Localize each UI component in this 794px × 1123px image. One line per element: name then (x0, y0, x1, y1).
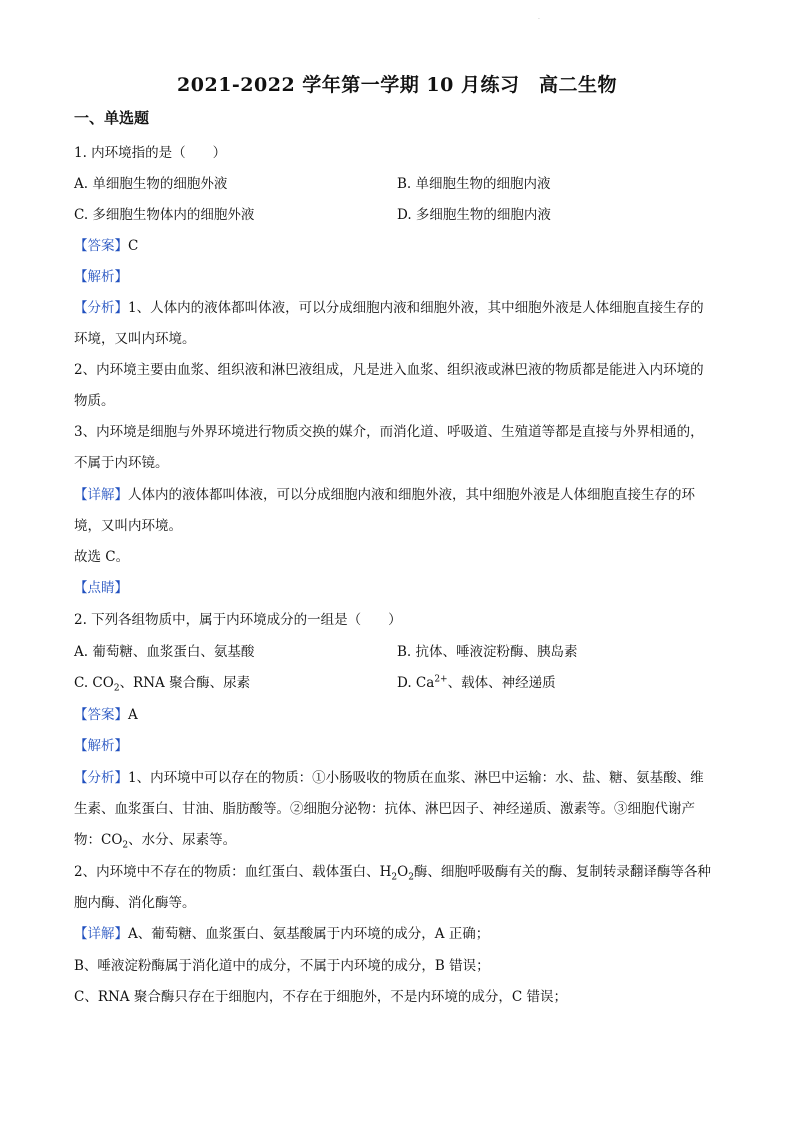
q2-xiangjie-a: A、葡萄糖、血浆蛋白、氨基酸属于内环境的成分，A 正确； (128, 926, 490, 942)
q1-fenxi-3b: 不属于内环镜。 (74, 455, 169, 471)
q2-option-b: B. 抗体、唾液淀粉酶、胰岛素 (397, 644, 578, 660)
q1-xiangjie-b: 境，又叫内环境。 (74, 518, 182, 534)
q1-fenxi-1a: 1、人体内的液体都叫体液，可以分成细胞内液和细胞外液，其中细胞外液是人体细胞直接生存的 (128, 300, 704, 316)
q1-fenxi-2b: 物质。 (74, 393, 115, 409)
q1-answer-line (74, 234, 138, 254)
q2-answer-value: A (128, 707, 138, 723)
answer-tag: 【答案】 (74, 707, 128, 723)
section-heading: 一、单选题 (74, 109, 150, 127)
q1-dianjing-line (74, 576, 128, 596)
q1-option-b: B. 单细胞生物的细胞内液 (397, 176, 551, 192)
q2-option-d: D. $Ca^{2+}$、载体、神经递质 (397, 674, 556, 691)
q2-option-c: C. $CO_2$、RNA 聚合酶、尿素 (74, 675, 251, 694)
q1-answer-value: C (128, 238, 139, 254)
q2-fenxi-1a: 1、内环境中可以存在的物质：①小肠吸收的物质在血浆、淋巴中运输：水、盐、糖、氨基酸、维 (128, 770, 704, 786)
q2-option-a: A. 葡萄糖、血浆蛋白、氨基酸 (74, 644, 255, 660)
q1-fenxi-1b: 环境，又叫内环境。 (74, 331, 196, 347)
dianjing-tag: 【点睛】 (74, 580, 128, 596)
q1-option-c: C. 多细胞生物体内的细胞外液 (74, 207, 255, 223)
q2-fenxi-2b: 胞内酶、消化酶等。 (74, 895, 196, 911)
q2-answer-line (74, 703, 138, 723)
q2-fenxi-1c: 物：$CO_2$、水分、尿素等。 (74, 832, 237, 851)
q1-fenxi-line-1 (74, 296, 704, 316)
q2-fenxi-2a: 2、内环境中不存在的物质：血红蛋白、载体蛋白、$H_2O_2$酶、细胞呼吸酶有关的酶、复制转录翻译酶等各种 (74, 864, 711, 883)
q2-line-b: B、唾液淀粉酶属于消化道中的成分，不属于内环境的成分，B 错误； (74, 958, 490, 974)
corner-mark: . (538, 14, 540, 21)
q1-fenxi-3a: 3、内环境是细胞与外界环境进行物质交换的媒介，而消化道、呼吸道、生殖道等都是直接与外界相通的， (74, 424, 704, 440)
q1-conclusion: 故选 C。 (74, 549, 130, 565)
q1-xiangjie-line-1 (74, 483, 695, 503)
xiangjie-tag: 【详解】 (74, 926, 128, 942)
q2-fenxi-line-1 (74, 766, 704, 786)
q2-analysis-tag-line (74, 734, 128, 754)
fenxi-tag: 【分析】 (74, 770, 128, 786)
q2-stem: 2. 下列各组物质中，属于内环境成分的一组是（ ） (74, 612, 402, 628)
q1-option-a: A. 单细胞生物的细胞外液 (74, 176, 228, 192)
document-title: 2021-2022 学年第一学期 10 月练习 高二生物 (177, 74, 617, 96)
q1-stem: 1. 内环境指的是（ ） (74, 145, 227, 161)
q2-fenxi-1b: 生素、血浆蛋白、甘油、脂肪酸等。②细胞分泌物：抗体、淋巴因子、神经递质、激素等。③细胞代谢产 (74, 801, 695, 817)
xiangjie-tag: 【详解】 (74, 487, 128, 503)
fenxi-tag: 【分析】 (74, 300, 128, 316)
q2-xiangjie-line-1 (74, 922, 489, 942)
q1-xiangjie-a: 人体内的液体都叫体液，可以分成细胞内液和细胞外液，其中细胞外液是人体细胞直接生存的环 (128, 487, 695, 503)
q2-line-c: C、RNA 聚合酶只存在于细胞内，不存在于细胞外，不是内环境的成分，C 错误； (74, 989, 567, 1005)
q1-analysis-tag-line (74, 265, 128, 285)
analysis-tag: 【解析】 (74, 269, 128, 285)
answer-tag: 【答案】 (74, 238, 128, 254)
q1-option-d: D. 多细胞生物的细胞内液 (397, 207, 551, 223)
analysis-tag: 【解析】 (74, 738, 128, 754)
q1-fenxi-2a: 2、内环境主要由血浆、组织液和淋巴液组成，凡是进入血浆、组织液或淋巴液的物质都是能进入内环境的 (74, 362, 704, 378)
